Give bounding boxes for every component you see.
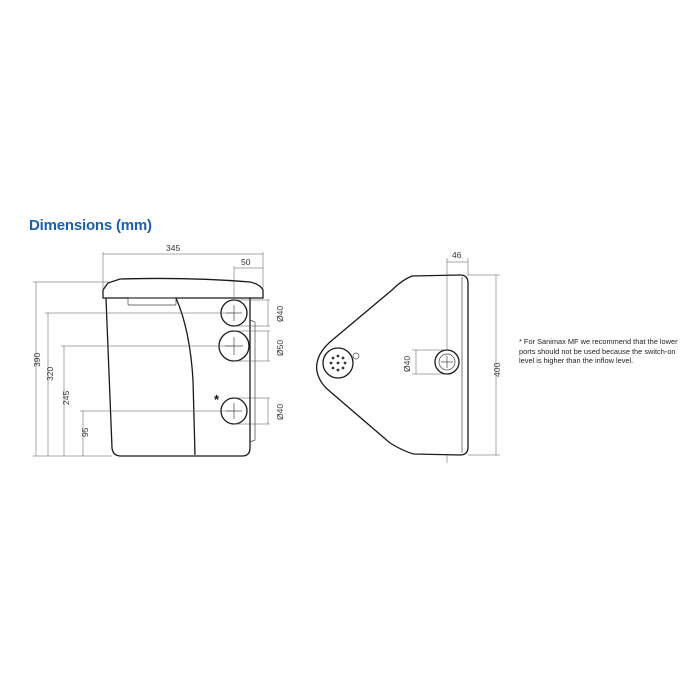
dim-side-port-diameter: Ø40 [402, 355, 412, 372]
footnote: * For Sanimax MF we recommend that the lower ports should not be used because the switch-on level is higher than the inflow level. [519, 337, 678, 366]
body-step [250, 320, 255, 442]
side-view [317, 250, 502, 463]
dim-height-lower-port: 95 [80, 427, 90, 437]
page-title: Dimensions (mm) [29, 217, 152, 234]
dim-height-middle-port: 245 [61, 390, 71, 405]
vent-mount [353, 353, 359, 359]
dim-port-lower-diameter: Ø40 [275, 403, 285, 420]
front-panel-curve [176, 298, 195, 455]
dim-offset-top-right: 50 [241, 257, 251, 267]
dim-height-total: 390 [32, 352, 42, 367]
side-port [435, 350, 459, 374]
asterisk-mark: * [214, 392, 220, 407]
vent-icon [323, 348, 353, 378]
side-outline [317, 275, 468, 455]
tank-lid [103, 278, 263, 298]
lid-recess [128, 298, 176, 305]
dim-height-upper-port: 320 [45, 366, 55, 381]
dim-port-upper-diameter: Ø40 [275, 305, 285, 322]
dim-side-offset: 46 [452, 250, 462, 260]
dim-port-middle-diameter: Ø50 [275, 339, 285, 356]
dim-overall-width: 345 [166, 243, 181, 253]
front-view [32, 243, 285, 456]
tank-body [106, 298, 250, 456]
dim-side-height: 400 [492, 362, 502, 377]
